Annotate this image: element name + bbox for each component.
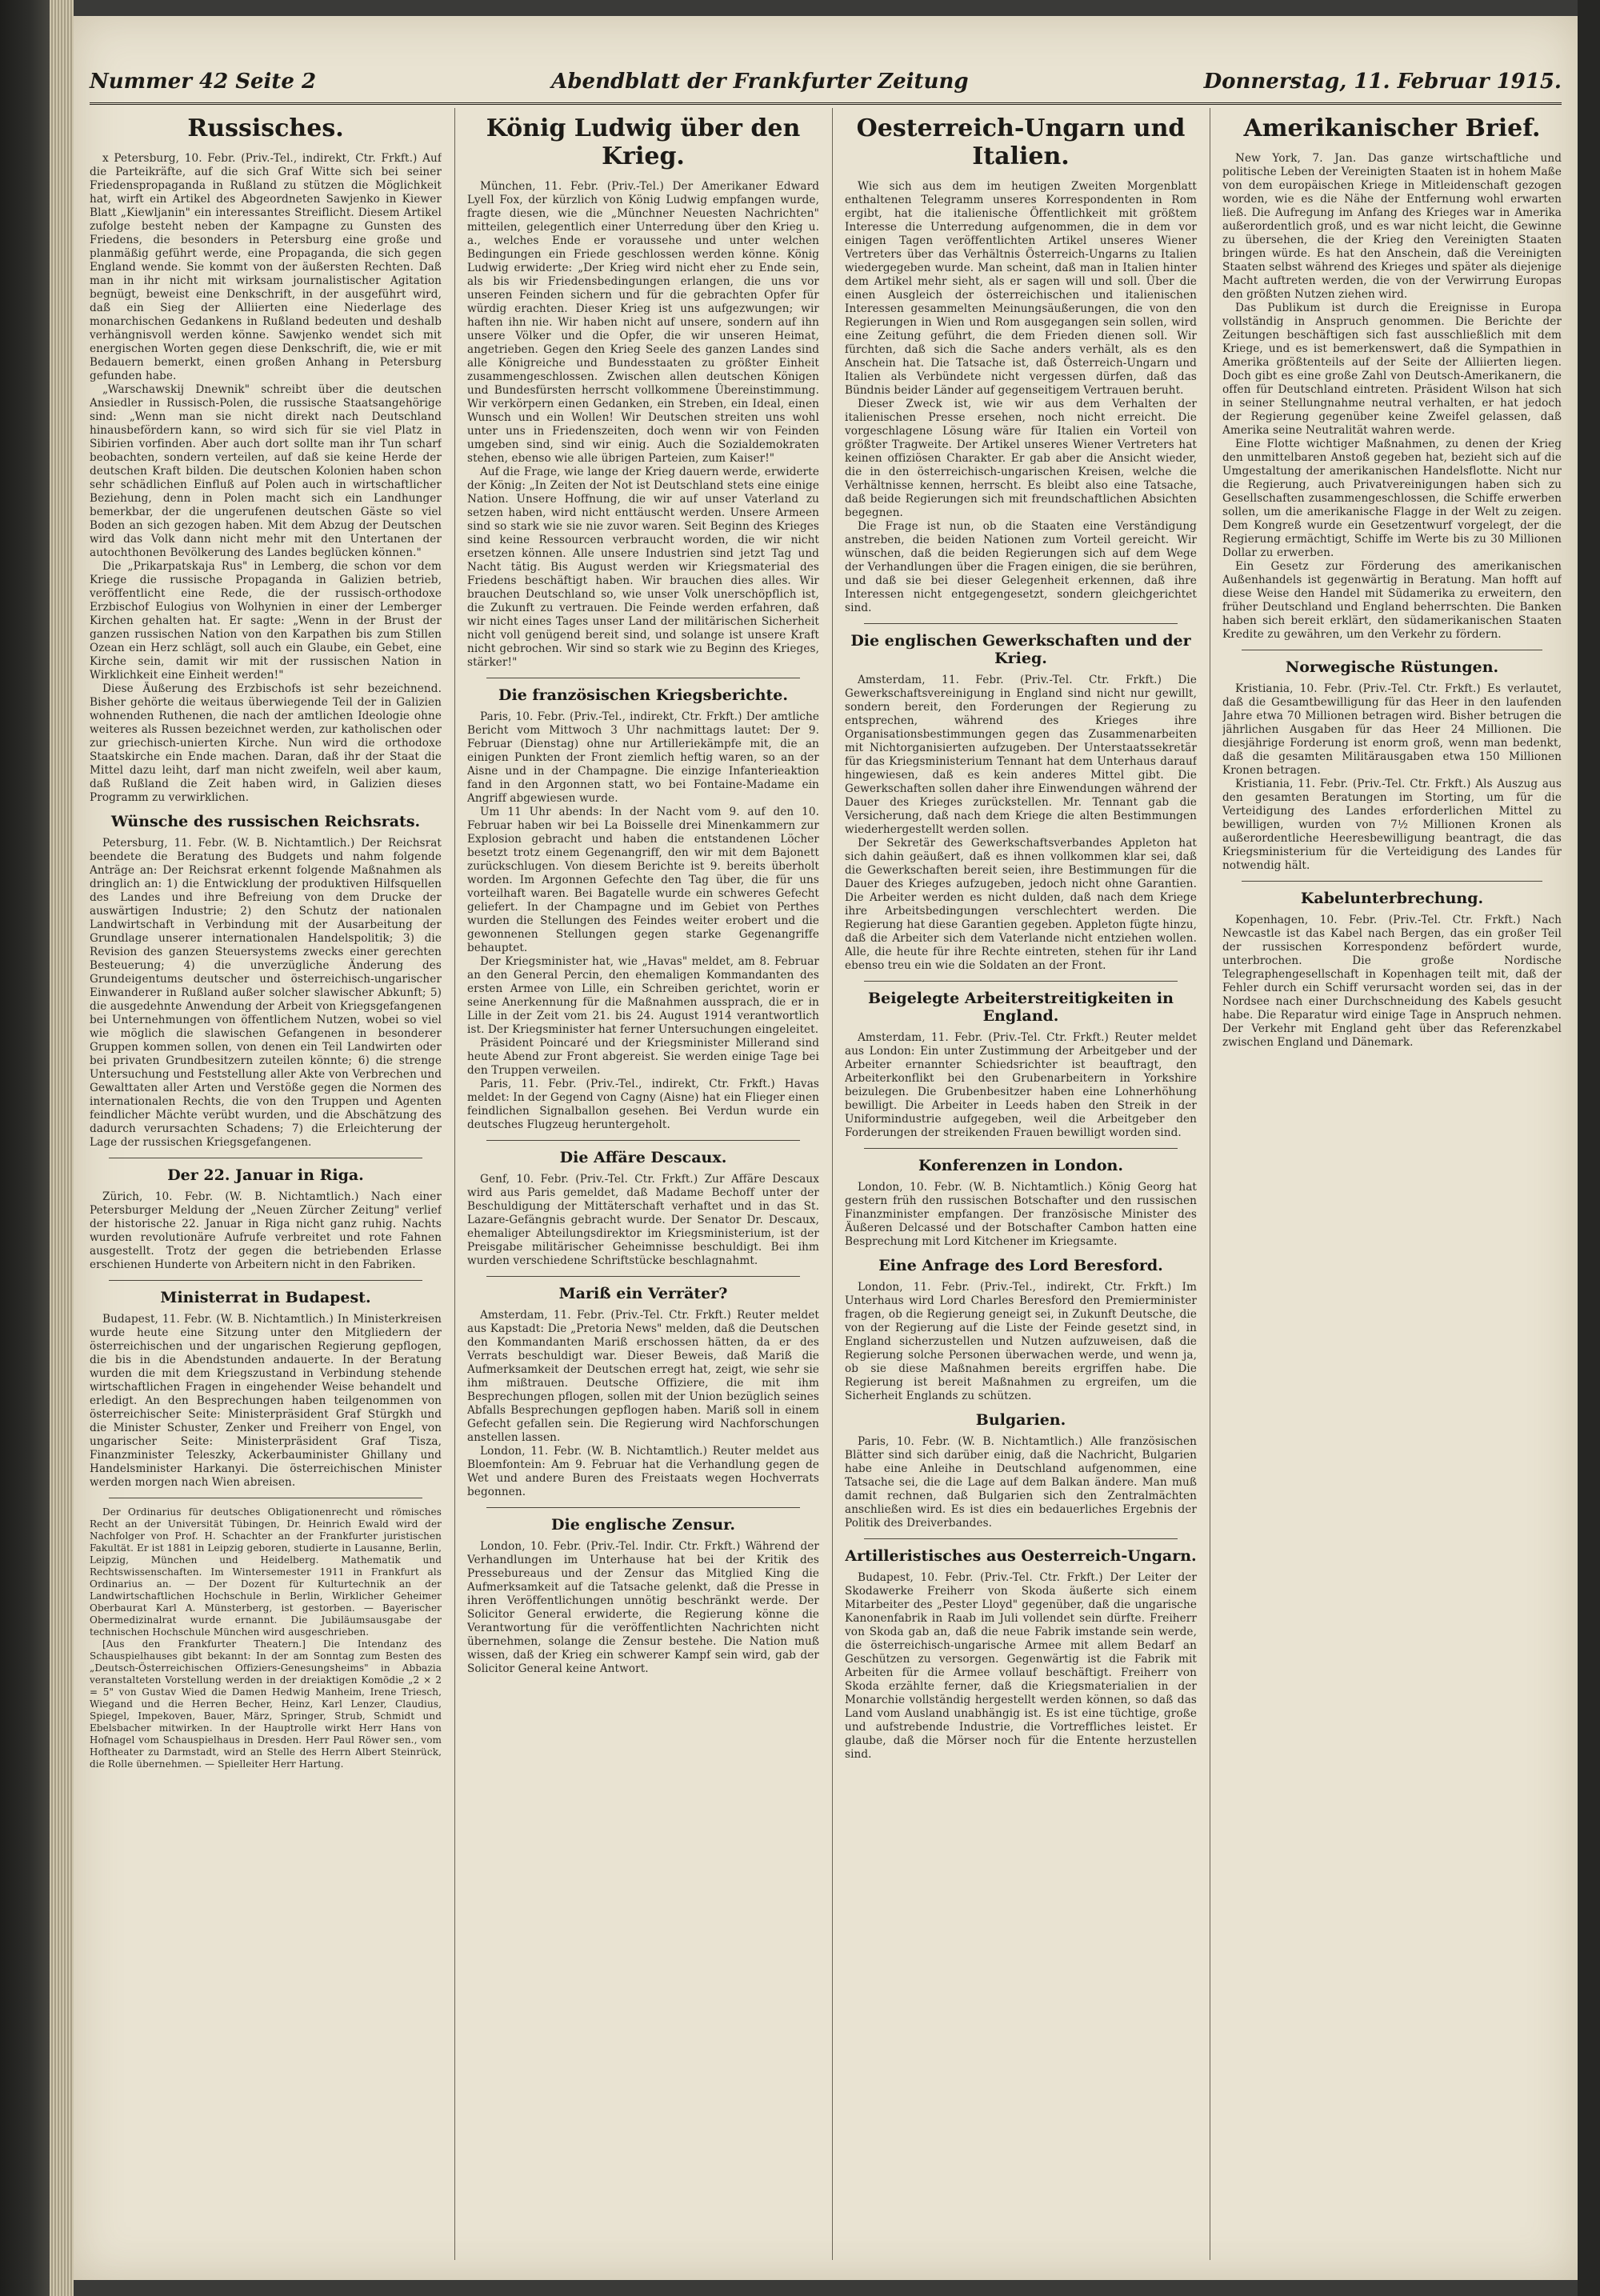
article-oesterreich-italien bbox=[845, 180, 1197, 615]
headline-koenig-ludwig: König Ludwig über den Krieg. bbox=[486, 114, 801, 170]
paragraph: Paris, 10. Febr. (W. B. Nichtamtlich.) Alle französischen Blätter sind sich darüber einig, daß die Nachricht, Bulgarien habe eine Anleihe in Deutschland aufgenommen, eine Tatsache sei, die die Lage auf dem Balkan ändere. Man muß damit rechnen, daß Bulgarien sich den Zentralmächten anschließen wird. Es ist dies ein bedauerliches Ergebnis der Politik des Dreiverbandes. bbox=[845, 1435, 1197, 1530]
paragraph: Eine Flotte wichtiger Maßnahmen, zu denen der Krieg den unmittelbaren Anstoß gegeben hat, bezieht sich auf die Umgestaltung der amerikanischen Handelsflotte. Nicht nur die Regierung, auch Privatvereinigungen haben sich zu Gesellschaften zusammengeschlossen, die Schiffe erwerben sollen, um die amerikanische Flagge in der Welt zu zeigen. Dem Kongreß wurde ein Gesetzentwurf vorgelegt, der die Regierung ermächtigt, Schiffe im Werte bis zu 30 Millionen Dollar zu erwerben. bbox=[1222, 438, 1562, 559]
newspaper-title: Abendblatt der Frankfurter Zeitung bbox=[551, 70, 969, 94]
article-zensur bbox=[467, 1540, 819, 1676]
paragraph: London, 11. Febr. (Priv.-Tel., indirekt, Ctr. Frkft.) Im Unterhaus wird Lord Charles Beresford den Premierminister fragen, ob die Regierung geneigt sei, in Zukunft Deutsche, die von der Regierung auf die Liste der Feinde gesetzt sind, in England sicherzustellen und Nutzen aufzuweisen, daß die Regierung solche Personen überwachen werde, und wenn ja, ob sie diese Maßnahmen bereits ergriffen habe. Die Regierung ist bereit Maßnahmen zu ergreifen, um die Sicherheit Englands zu schützen. bbox=[845, 1281, 1197, 1402]
divider bbox=[486, 1276, 800, 1277]
right-margin bbox=[1578, 0, 1600, 2296]
headline-riga: Der 22. Januar in Riga. bbox=[167, 1166, 364, 1184]
column-rule bbox=[832, 108, 833, 2260]
article-notices bbox=[90, 1506, 442, 1770]
headline-kabelunterbrechung: Kabelunterbrechung. bbox=[1300, 890, 1484, 907]
paragraph: Genf, 10. Febr. (Priv.-Tel. Ctr. Frkft.) Zur Affäre Descaux wird aus Paris gemeldet, daß Madame Bechoff unter der Beschuldigung der Mittäterschaft verhaftet und in das St. Lazare-Gefängnis gebracht wurde. Der Senator Dr. Descaux, ehemaliger Abteilungsdirektor im Kriegsministerium, ist der Preisgabe militärischer Geheimnisse beschuldigt. Bei ihm wurden verschiedene Schriftstücke beschlagnahmt. bbox=[467, 1173, 819, 1267]
newspaper-page bbox=[74, 16, 1578, 2280]
article-amerikanischer-brief bbox=[1222, 152, 1562, 642]
paragraph: Paris, 11. Febr. (Priv.-Tel., indirekt, Ctr. Frkft.) Havas meldet: In der Gegend von Cagny (Aisne) hat ein Flieger einen feindlichen Signalballon gesehen. Bei Verdun wurde ein deutsches Flugzeug heruntergeholt. bbox=[467, 1078, 819, 1131]
article-gewerkschaften bbox=[845, 674, 1197, 973]
divider bbox=[486, 1140, 800, 1141]
column-2 bbox=[467, 108, 819, 2260]
article-descaux bbox=[467, 1173, 819, 1268]
column-3 bbox=[845, 108, 1197, 2260]
column-rule bbox=[454, 108, 455, 2260]
paragraph: München, 11. Febr. (Priv.-Tel.) Der Amerikaner Edward Lyell Fox, der kürzlich von König Ludwig empfangen wurde, fragte diesen, wie die „Münchner Neuesten Nachrichten" mitteilen, gelegentlich einer Unterredung über den Krieg u. a., welches Ende er voraussehe und unter welchen Bedingungen ein Friede geschlossen werden könne. König Ludwig erwiderte: „Der Krieg wird nicht eher zu Ende sein, als bis wir Friedensbedingungen erlangen, die uns vor unseren Feinden sichern und für die gebrachten Opfer für würdig erachten. Dieser Krieg ist uns aufgezwungen; wir haften ihn nie. Wir haben nicht auf unsere, sondern auf ihn unsere Völker und die Opfer, die wir unseren Heimat, angetrieben. Gegen den Krieg Seele des ganzen Landes sind alle Königreiche und Bundesstaaten zu größter Einheit zusammengeschlossen. Zwischen allen deutschen Königen und Bundesfürsten herrscht vollkommene Übereinstimmung. Wir verkörpern einen Gedanken, ein Streben, ein Ideal, einen Wunsch und ein Wollen! Wir Deutschen streiten uns wohl unter uns in Friedenszeiten, doch wenn wir von Feinden umgeben sind, sind wir einig. Auch die Sozialdemokraten stehen, ebenso wie alle übrigen Parteien, zum Kaiser!" bbox=[467, 180, 819, 465]
paragraph: Dieser Zweck ist, wie wir aus dem Verhalten der italienischen Presse ersehen, noch nicht erreicht. Die vorgeschlagene Lösung wäre für Italien ein Vorteil von größter Tragweite. Der Artikel unseres Wiener Vertreters hat keinen offiziösen Charakter. Er gab aber die Ansicht wieder, die in den österreichisch-ungarischen Kreisen, welche die Verhältnisse kennen, herrscht. Es bleibt also eine Tatsache, daß beide Regierungen sich mit freundschaftlichen Absichten begegnen. bbox=[845, 398, 1197, 519]
columns bbox=[90, 108, 1562, 2260]
divider bbox=[864, 1148, 1178, 1149]
article-arbeiterstreitigkeiten bbox=[845, 1031, 1197, 1140]
headline-arbeiterstreitigkeiten: Beigelegte Arbeiterstreitigkeiten in England. bbox=[868, 990, 1174, 1025]
headline-beresford: Eine Anfrage des Lord Beresford. bbox=[878, 1257, 1163, 1274]
paragraph: Kristiania, 11. Febr. (Priv.-Tel. Ctr. Frkft.) Als Auszug aus den gesamten Beratungen im Storting, um für die Verteidigung des Landes erforderlichen Mittel zu bewilligen, wurden von 7½ Millionen Kronen als außerordentliche Heeresbewilligung beantragt, die das Kriegsministerium für die Verteidigung des Landes für notwendig hält. bbox=[1222, 778, 1562, 872]
article-konferenzen bbox=[845, 1181, 1197, 1249]
divider bbox=[864, 1538, 1178, 1539]
article-russisches bbox=[90, 152, 442, 805]
article-reichsrat bbox=[90, 837, 442, 1150]
paragraph: x Petersburg, 10. Febr. (Priv.-Tel., indirekt, Ctr. Frkft.) Auf die Parteikräfte, auf die sich Graf Witte sich bei seiner Friedenspropaganda in Rußland zu stützen die Möglichkeit hat, wirft ein Artikel des Abgeordneten Sawjenko in Kiewer Blatt „Kiewljanin" ein interessantes Streiflicht. Diesem Artikel zufolge besteht neben der Kampagne zu Gunsten des Friedens, die besonders in Petersburg eine große und planmäßig geführt werde, eine Propaganda, die sich gegen England wende. Sie kommt von der äußersten Rechten. Daß man in ihr nicht mit wirksam journalistischer Agitation begnügt, beweist eine Denkschrift, in der ausgeführt wird, daß ein Sieg der Alliierten eine Niederlage des monarchischen Gedankens in Rußland bedeuten und deshalb verhängnisvoll werden könne. Sawjenko wendet sich mit energischen Worten gegen diese Denkschrift, die, wie er mit Bedauern bemerkt, einen großen Anhang in Petersburg gefunden habe. bbox=[90, 152, 442, 382]
headline-ministerrat: Ministerrat in Budapest. bbox=[160, 1289, 371, 1306]
headline-amerikanischer-brief: Amerikanischer Brief. bbox=[1243, 114, 1541, 142]
headline-reichsrat: Wünsche des russischen Reichsrats. bbox=[110, 813, 421, 830]
paragraph: Um 11 Uhr abends: In der Nacht vom 9. auf den 10. Februar haben wir bei La Boisselle drei Minenkammern zur Explosion gebracht und haben die entstandenen Löcher besetzt trotz einem Gegenangriff, den wir mit dem Bajonett zurückschlugen. Von diesem Berichte ist 9. bereits überholt worden. Im Argonnen Gefechte den Tag über, die für uns vorteilhaft waren. Bei Bagatelle wurde ein schweres Gefecht geliefert. In der Champagne und im Gebiet von Perthes wurden die Stellungen des Feindes weiter erobert und die gewonnenen Stellungen gegen starke Gegenangriffe behauptet. bbox=[467, 806, 819, 954]
paragraph: Budapest, 10. Febr. (Priv.-Tel. Ctr. Frkft.) Der Leiter der Skodawerke Freiherr von Skoda äußerte sich einem Mitarbeiter des „Pester Lloyd" gegenüber, daß die ungarische Kanonenfabrik in Raab im Juli vollendet sein dürfte. Freiherr von Skoda gab an, daß die neue Fabrik imstande sein werde, die österreichisch-ungarische Armee mit allem Bedarf an Geschützen zu versorgen. Gegenwärtig ist die Fabrik mit Arbeiten für die Armee vollauf beschäftigt. Freiherr von Skoda erzählte ferner, daß die Kriegsmaterialien in der Monarchie vollständig hergestellt werden können, so daß das Land vom Ausland unabhängig ist. Es ist eine tüchtige, große und aufstrebende Industrie, die Vortreffliches leistet. Er glaube, daß die Mörser noch für die Entente herzustellen sind. bbox=[845, 1571, 1197, 1761]
paragraph: Präsident Poincaré und der Kriegsminister Millerand sind heute Abend zur Front abgereist. Sie werden einige Tage bei den Truppen verweilen. bbox=[467, 1037, 819, 1077]
paragraph: Amsterdam, 11. Febr. (Priv.-Tel. Ctr. Frkft.) Reuter meldet aus Kapstadt: Die „Pretoria News" melden, daß die Deutschen den Kommandanten Mariß erschossen hätten, da er des Verrats beschuldigt war. Dieser Beweis, daß Mariß die Aufmerksamkeit der Deutschen erregt hat, zeigt, wie sehr sie ihm mißtrauen. Deutsche Offiziere, die mit ihm Besprechungen pflogen, sollen mit der Union bezüglich seines Abfalls Besprechungen gepflogen haben. Mariß soll in einem Gefecht gefallen sein. Die Regierung wird Nachforschungen anstellen lassen. bbox=[467, 1309, 819, 1444]
divider bbox=[864, 623, 1178, 624]
paragraph: London, 10. Febr. (Priv.-Tel. Indir. Ctr. Frkft.) Während der Verhandlungen im Unterhause hat bei der Kritik des Pressebureaus und der Zensur das Mitglied King die Aufmerksamkeit auf die Tatsache gelenkt, daß die Presse in ihren Veröffentlichungen unnötig beschränkt werde. Der Solicitor General erwiderte, die Regierung könne die Verantwortung für die veröffentlichten Nachrichten nicht übernehmen, solange die Zensur bestehe. Die Nation muß wissen, daß der Krieg ein schwerer Kampf sein wird, gab der Solicitor General keine Antwort. bbox=[467, 1540, 819, 1675]
paragraph: Diese Äußerung des Erzbischofs ist sehr bezeichnend. Bisher gehörte die weitaus überwiegende Teil der in Galizien wohnenden Ruthenen, die nach der amtlichen Ideologie ohne weiteres als Russen bezeichnet werden, zur katholischen oder zur griechisch-unierten Kirche. Nun wird die orthodoxe Staatskirche ein Ende machen. Daran, daß ihr der Staat die Mittel dazu leiht, darf man nicht zweifeln, weil aber kaum, daß Rußland die Zeit haben wird, in Galizien dieses Programm zu verwirklichen. bbox=[90, 682, 442, 804]
article-koenig-ludwig bbox=[467, 180, 819, 670]
paragraph: Wie sich aus dem im heutigen Zweiten Morgenblatt enthaltenen Telegramm unseres Korrespondenten in Rom ergibt, hat die italienische Öffentlichkeit mit größtem Interesse die Unterredung aufgenommen, die in dem vor einigen Tagen veröffentlichten Artikel unseres Wiener Vertreters über das Verhältnis Österreich-Ungarns zu Italien wiedergegeben wurde. Man scheint, daß man in Italien hinter dem Artikel mehr sieht, als er sagen will und soll. Über die einen Ausgleich der österreichischen und italienischen Interessen gesammelten Meinungsäußerungen, die von den Regierungen in Wien und Rom ausgegangen sein sollen, wird eine Zeitung geführt, die dem Frieden dienen soll. Wir fürchten, daß sich die Sache anders verhält, als es den Anschein hat. Die Tatsache ist, daß Österreich-Ungarn und Italien als Verbündete nicht vergessen dürfen, daß das Bündnis beider Länder auf gegenseitigem Vertrauen beruht. bbox=[845, 180, 1197, 397]
headline-maritz: Mariß ein Verräter? bbox=[558, 1285, 728, 1302]
headline-russisches: Russisches. bbox=[187, 114, 344, 142]
divider bbox=[864, 981, 1178, 982]
article-bulgarien bbox=[845, 1435, 1197, 1530]
article-riga bbox=[90, 1190, 442, 1272]
article-kriegsberichte bbox=[467, 710, 819, 1132]
article-kabelunterbrechung bbox=[1222, 914, 1562, 1050]
paragraph: Budapest, 11. Febr. (W. B. Nichtamtlich.) In Ministerkreisen wurde heute eine Sitzung unter den Mitgliedern der österreichischen und der ungarischen Regierung gepflogen, die bis in die Abendstunden andauerte. In der Beratung wurden die mit dem Kriegszustand in Verbindung stehende wirtschaftlichen Fragen in eingehender Weise behandelt und erledigt. An den Besprechungen haben teilgenommen von österreichischer Seite: Ministerpräsident Graf Stürgkh und die Minister Schuster, Zenker und Freiherr von Engel, von ungarischer Seite: Ministerpräsident Graf Tisza, Finanzminister Teleszky, Ackerbauminister Ghillany und Handelsminister Harkanyi. Die österreichischen Minister werden morgen nach Wien abreisen. bbox=[90, 1313, 442, 1489]
paragraph: Paris, 10. Febr. (Priv.-Tel., indirekt, Ctr. Frkft.) Der amtliche Bericht vom Mittwoch 3 Uhr nachmittags lautet: Der 9. Februar (Dienstag) ohne nur Artilleriekämpfe mit, die an einigen Punkten der Front ziemlich heftig waren, so an der Aisne und in der Champagne. Die einzige Infanterieaktion fand in den Argonnen statt, wo bei Fontaine-Madame ein Angriff abgewiesen wurde. bbox=[467, 710, 819, 805]
headline-konferenzen: Konferenzen in London. bbox=[918, 1157, 1123, 1174]
paragraph: [Aus den Frankfurter Theatern.] Die Intendanz des Schauspielhauses gibt bekannt: In der am Sonntag zum Besten des „Deutsch-Österreichischen Offiziers-Genesungsheims" in Abbazia veranstalteten Vorstellung werden in der dreiaktigen Komödie „2 × 2 = 5" von Gustav Wied die Damen Hedwig Manheim, Irene Triesch, Wiegand und die Herren Becher, Heinz, Karl Lenzer, Claudius, Spiegel, Impekoven, Bauer, März, Springer, Strub, Schmidt und Ebelsbacher mitwirken. In der Hauptrolle wirkt Herr Hans von Hofnagel vom Schauspielhaus in Dresden. Herr Paul Röwer sen., vom Hoftheater zu Darmstadt, wird an Stelle des Herrn Albert Steinrück, die Rolle übernehmen. — Spielleiter Herr Hartung. bbox=[90, 1638, 442, 1770]
divider bbox=[486, 1507, 800, 1508]
headline-zensur: Die englische Zensur. bbox=[551, 1516, 735, 1534]
headline-oesterreich-italien: Oesterreich-Ungarn und Italien. bbox=[856, 114, 1186, 170]
paragraph: „Warschawskij Dnewnik" schreibt über die deutschen Ansiedler in Russisch-Polen, die russische Staatsangehörige sind: „Wenn man sie nicht direkt nach Deutschland hinausbefördern kann, so wird sich für sie viel Platz in Sibirien vorfinden. Aber auch dort sollte man ihr Tun scharf beobachten, sondern verteilen, auf daß sie keine Herde der deutschen Kraft bilden. Die deutschen Kolonien haben schon sehr schädlichen Einfluß auf Polen auch in wirtschaftlicher Beziehung, denn in Polen macht sich ein Landhunger bemerkbar, der die ungerufenen deutschen Gäste so viel Boden an sich gezogen haben. Mit dem Abzug der Deutschen wird das Volk dann nicht mehr mit den Untertanen der autochthonen Bevölkerung des Landes beglücken können." bbox=[90, 383, 442, 559]
paragraph: London, 10. Febr. (W. B. Nichtamtlich.) König Georg hat gestern früh den russischen Botschafter und den russischen Finanzminister empfangen. Der französische Minister des Äußeren Delcassé und der Botschafter Cambon hatten eine Besprechung mit Lord Kitchener im Kriegsamte. bbox=[845, 1181, 1197, 1248]
article-artilleristisches bbox=[845, 1571, 1197, 1762]
paragraph: Der Sekretär des Gewerkschaftsverbandes Appleton hat sich dahin geäußert, daß es ihnen vollkommen klar sei, daß die Gewerkschaften bereit seien, ihre Bestimmungen für die Dauer des Krieges aufzugeben, jedoch nicht ohne Garantien. Die Arbeiter werden es nicht dulden, daß nach dem Kriege ihre Arbeitsbedingungen verschlechtert werden. Die Regierung hat diese Garantien gegeben. Appleton fügte hinzu, daß die Arbeiter sich dem Vaterlande nicht entziehen wollen. Alle, die heute für ihre Rechte eintreten, stehen für ihr Land ebenso treu ein wie die Soldaten an der Front. bbox=[845, 837, 1197, 972]
paragraph: Die „Prikarpatskaja Rus" in Lemberg, die schon vor dem Kriege die russische Propaganda in Galizien betrieb, veröffentlicht eine Rede, die der russisch-orthodoxe Erzbischof Eulogius von Wolhynien in einer der Lemberger Kirchen gehalten hat. Er sagte: „Wenn in der Brust der ganzen russischen Nation von den Karpathen bis zum Stillen Ozean ein Herz schlägt, soll auch ein Glaube, ein Gebet, eine Kirche sein, damit wir mit der russischen Nation in Wirklichkeit eine Einheit werden!" bbox=[90, 560, 442, 682]
paragraph: Petersburg, 11. Febr. (W. B. Nichtamtlich.) Der Reichsrat beendete die Beratung des Budgets und nahm folgende Anträge an: Der Reichsrat erkennt folgende Maßnahmen als dringlich an: 1) die Entwicklung der produktiven Hilfsquellen des Landes und ihre Befreiung von dem Drucke der auswärtigen Industrie; 2) den Schutz der nationalen Landwirtschaft in Verbindung mit der Ausarbeitung der Grundlage unserer internationalen Handelspolitik; 3) die Revision des ganzen Steuersystems zwecks einer gerechten Besteuerung; 4) die unverzügliche Änderung des Grundeigentums deutscher und österreichisch-ungarischer Einwanderer in Rußland außer solcher slawischer Abkunft; 5) die ausgedehnte Anwendung der Arbeit von Kriegsgefangenen bei Unternehmungen von öffentlichem Nutzen, wobei so viel wie möglich die slawischen Gefangenen in besonderer Gruppen kommen sollen, von denen ein Teil Landwirten oder bei privaten Grundbesitzern zuteilen könnte; 6) die strenge Untersuchung und Feststellung aller Akte von Verbrechen und Gewalttaten aller Arten und Verstöße gegen die Normen des internationalen Rechts, die von den Truppen und Agenten feindlicher Mächte verübt wurden, und die Abschätzung des dadurch verursachten Schadens; 7) die Erleichterung der Lage der russischen Kriegsgefangenen. bbox=[90, 837, 442, 1149]
paragraph: Zürich, 10. Febr. (W. B. Nichtamtlich.) Nach einer Petersburger Meldung der „Neuen Zürcher Zeitung" verlief der historische 22. Januar in Riga nicht ganz ruhig. Nachts wurden revolutionäre Aufrufe verbreitet und rote Fahnen ausgestellt. Trotz der gegen die betriebenden Erlasse erschienen Hunderte von Arbeitern nicht in den Fabriken. bbox=[90, 1190, 442, 1271]
paragraph: Auf die Frage, wie lange der Krieg dauern werde, erwiderte der König: „In Zeiten der Not ist Deutschland stets eine einige Nation. Unsere Hoffnung, die wir auf unser Vaterland zu setzen haben, wird nicht enttäuscht werden. Unsere Armeen sind so stark wie sie nie zuvor waren. Seit Beginn des Krieges sind keine Ressourcen verbraucht worden, die wir nicht ersetzen können. Alle unsere Industrien sind jetzt Tag und Nacht tätig. Bis August werden wir Kriegsmaterial des Friedens beschäftigt haben. Wir brauchen dies alles. Wir brauchen Deutschland so, wie unser Volk unerschöpflich ist, die Zukunft zu vertrauen. Die Feinde werden erfahren, daß wir nicht eines Tages unser Land der militärischen Sicherheit nicht voll genügend bereit sind, und solange ist unsere Kraft nicht gebrochen. Wir sind so stark wie zu Beginn des Krieges, stärker!" bbox=[467, 466, 819, 669]
paragraph: Kristiania, 10. Febr. (Priv.-Tel. Ctr. Frkft.) Es verlautet, daß die Gesamtbewilligung für das Heer in den laufenden Jahre etwa 70 Millionen betragen wird. Bisher betrugen die jährlichen Ausgaben für das Heer 24 Millionen. Die diesjährige Forderung ist enorm groß, wenn man bedenkt, daß die gesamten Militärausgaben etwa 150 Millionen Kronen betragen. bbox=[1222, 682, 1562, 777]
paragraph: Amsterdam, 11. Febr. (Priv.-Tel. Ctr. Frkft.) Die Gewerkschaftsvereinigung in England sind nicht nur gewillt, sondern bereit, den Forderungen der Regierung zu entsprechen, während des Krieges ihre Organisationsbestimmungen gegen das Zusammenarbeiten mit Nichtorganisierten aufzugeben. Der Unterstaatssekretär für das Kriegsministerium Tennant hat dem Unterhaus darauf hingewiesen, daß es kein anderes Mittel gibt. Die Gewerkschaften sollen daher ihre Einwendungen während der Dauer des Krieges zurückstellen. Mr. Tennant gab die Versicherung, daß nach dem Kriege die alten Bestimmungen wiederhergestellt werden sollen. bbox=[845, 674, 1197, 836]
divider bbox=[109, 1280, 422, 1281]
masthead bbox=[90, 66, 1562, 105]
headline-gewerkschaften: Die englischen Gewerkschaften und der Krieg. bbox=[850, 632, 1191, 667]
book-binding bbox=[0, 0, 50, 2296]
divider bbox=[1242, 881, 1542, 882]
headline-kriegsberichte: Die französischen Kriegsberichte. bbox=[498, 686, 788, 704]
paragraph: Das Publikum ist durch die Ereignisse in Europa vollständig in Anspruch genommen. Die Berichte der Zeitungen beschäftigen sich fast ausschließlich mit dem Kriege, und es ist bemerkenswert, daß die Sympathien in Amerika größtenteils auf der Seite der Alliierten liegen. Doch gibt es eine große Zahl von Deutsch-Amerikanern, die offen für Deutschland eintreten. Präsident Wilson hat sich in seiner Stellungnahme neutral verhalten, er hat jedoch der Regierung gegenüber keine Zweifel gelassen, daß Amerika seine Neutralität wahren werde. bbox=[1222, 302, 1562, 437]
paragraph: Der Kriegsminister hat, wie „Havas" meldet, am 8. Februar an den General Percin, den ehemaligen Kommandanten des ersten Armee von Lille, ein Schreiben gerichtet, worin er seine Anerkennung für die Maßnahmen aussprach, die er in Lille in der Zeit vom 21. bis 24. August 1914 verantwortlich ist. Der Kriegsminister hat ferner Untersuchungen eingeleitet. bbox=[467, 955, 819, 1036]
headline-descaux: Die Affäre Descaux. bbox=[559, 1149, 727, 1166]
issue-date: Donnerstag, 11. Februar 1915. bbox=[1203, 70, 1562, 94]
paragraph: Der Ordinarius für deutsches Obligationenrecht und römisches Recht an der Universität Tübingen, Dr. Heinrich Ewald wird der Nachfolger von Prof. H. Schachter an der Frankfurter juristischen Fakultät. Er ist 1881 in Leipzig geboren, studierte in Lausanne, Berlin, Leipzig, München und Heidelberg. Mathematik und Rechtswissenschaften. Im Wintersemester 1911 in Frankfurt als Ordinarius an. — Der Dozent für Kulturtechnik an der Landwirtschaftlichen Hochschule in Berlin, Wirklicher Geheimer Oberbaurat Karl A. Münsterberg, ist gestorben. — Bayerischer Obermedizinalrat wurde ernannt. Die Jubiläumsausgabe der technischen Hochschule München wird ausgeschrieben. bbox=[90, 1506, 442, 1638]
paragraph: Ein Gesetz zur Förderung des amerikanischen Außenhandels ist gegenwärtig in Beratung. Man hofft auf diese Weise den Handel mit Südamerika zu erweitern, den früher Deutschland und England beherrschten. Die Banken haben sich bereit erklärt, den südamerikanischen Staaten Kredite zu gewähren, um den Verkehr zu fördern. bbox=[1222, 560, 1562, 641]
article-beresford bbox=[845, 1281, 1197, 1403]
paragraph: London, 11. Febr. (W. B. Nichtamtlich.) Reuter meldet aus Bloemfontein: Am 9. Februar hat die Verhandlung gegen de Wet und andere Buren des Freistaats wegen Hochverrats begonnen. bbox=[467, 1445, 819, 1498]
headline-norwegische-ruestungen: Norwegische Rüstungen. bbox=[1285, 658, 1499, 676]
paragraph: Die Frage ist nun, ob die Staaten eine Verständigung anstreben, die beiden Nationen zum Vorteil gereicht. Wir wünschen, daß die beiden Regierungen sich auf dem Wege der Verhandlungen über die Fragen einigen, die sie berühren, und daß sie bei dieser Gelegenheit erkennen, daß ihre Interessen nicht entgegengesetzt, sondern gleichgerichtet sind. bbox=[845, 520, 1197, 614]
column-1 bbox=[90, 108, 442, 2260]
column-4 bbox=[1222, 108, 1562, 2260]
page-edges bbox=[50, 0, 74, 2296]
article-maritz bbox=[467, 1309, 819, 1499]
paragraph: Amsterdam, 11. Febr. (Priv.-Tel. Ctr. Frkft.) Reuter meldet aus London: Ein unter Zustimmung der Arbeitgeber und der Arbeiter ernannter Schiedsrichter ist beauftragt, den Arbeiterkonflikt bei den Grubenarbeitern in Yorkshire beizulegen. Die Grubenbesitzer haben eine Lohnerhöhung bewilligt. Die Arbeiter in Leeds haben den Streik in der Uniformindustrie aufgegeben, weil die Arbeitgeber den Forderungen der streikenden Frauen bewilligt worden sind. bbox=[845, 1031, 1197, 1139]
issue-page-number: Nummer 42 Seite 2 bbox=[90, 70, 317, 94]
article-norwegische-ruestungen bbox=[1222, 682, 1562, 873]
article-ministerrat bbox=[90, 1313, 442, 1490]
paragraph: Kopenhagen, 10. Febr. (Priv.-Tel. Ctr. Frkft.) Nach Newcastle ist das Kabel nach Bergen, das ein großer Teil der russischen Korrespondenz befördert wurde, unterbrochen. Die große Nordische Telegraphengesellschaft in Kopenhagen teilt mit, daß der Fehler durch ein Schiff verursacht worden sei, das in der Nordsee nach einer Durchschneidung des Kabels gesucht habe. Die Reparatur wird einige Tage in Anspruch nehmen. Der Verkehr mit England geht über das Referenzkabel zwischen England und Dänemark. bbox=[1222, 914, 1562, 1049]
headline-bulgarien: Bulgarien. bbox=[975, 1411, 1066, 1429]
headline-artilleristisches: Artilleristisches aus Oesterreich-Ungarn. bbox=[845, 1547, 1197, 1565]
paragraph: New York, 7. Jan. Das ganze wirtschaftliche und politische Leben der Vereinigten Staaten ist in hohem Maße von dem europäischen Kriege in Mitleidenschaft gezogen worden, wie es die Nähe der Entfernung wohl erwarten ließ. Die Aufregung im Anfang des Krieges war in Amerika außerordentlich groß, und es war nicht leicht, die Gewinne zu übersehen, die der Krieg den Vereinigten Staaten bringen würde. Es hat den Anschein, daß die Vereinigten Staaten selbst während des Krieges und später als diejenige Macht auftreten werden, die von der Verwirrung Europas den größten Nutzen ziehen wird. bbox=[1222, 152, 1562, 301]
